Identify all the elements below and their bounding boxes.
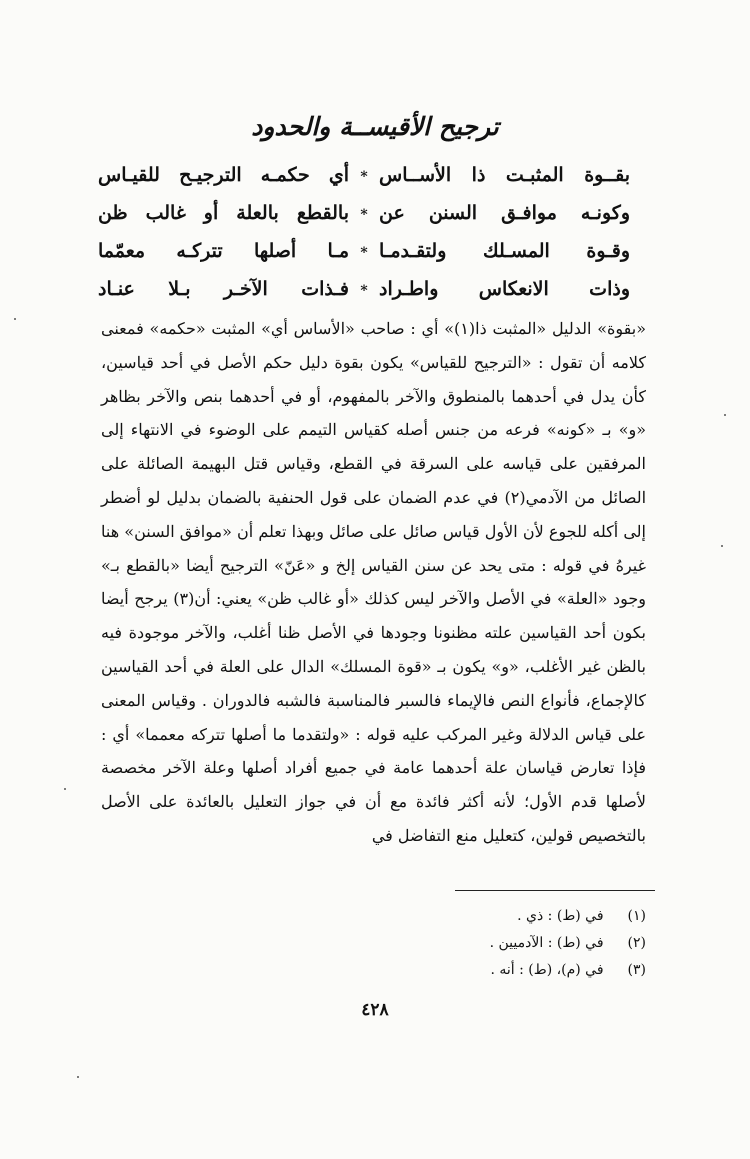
footnote-number: (٣)	[627, 962, 646, 978]
footnotes	[490, 903, 646, 984]
page-number: ٤٢٨	[361, 1000, 389, 1020]
verse-separator-star: *	[360, 245, 368, 261]
footnote-text: في (ط) : الآدميين .	[489, 935, 604, 951]
verse-first-hemistich: وكونـه موافـق السنن عن	[379, 202, 630, 224]
section-title: ترجيح الأقيســة والحدود	[251, 112, 499, 141]
verse-separator-star: *	[360, 283, 368, 299]
scan-speck	[724, 414, 726, 416]
footnote	[490, 903, 646, 930]
verse-second-hemistich: مـا أصلها تتركـه معمّما	[98, 240, 349, 262]
footnote-text: في (م)، (ط) : أنه .	[490, 962, 604, 978]
footnote	[490, 930, 646, 957]
verse-first-hemistich: وقـوة المسـلك ولتقـدمـا	[379, 240, 630, 262]
verse-line	[98, 278, 630, 316]
verse-second-hemistich: بالقطع بالعلة أو غالب ظن	[98, 202, 349, 224]
commentary-text	[101, 312, 646, 853]
verse-line	[98, 240, 630, 278]
verse-first-hemistich: وذات الانعكاس واطـراد	[379, 278, 630, 300]
verse-separator-star: *	[360, 169, 368, 185]
footnote-divider	[455, 890, 655, 891]
verse-line	[98, 202, 630, 240]
footnote-number: (١)	[627, 908, 646, 924]
verse-second-hemistich: أي حكمـه الترجيـح للقيـاس	[98, 164, 349, 186]
footnote	[490, 957, 646, 984]
verse-second-hemistich: فـذات الآخـر بـلا عنـاد	[98, 278, 349, 300]
commentary-paragraph: «بقوة» الدليل «المثبت ذا(١)» أي : صاحب «الأساس أي» المثبت «حكمه» فمعنى كلامه أن تقول : «الترجيح للقياس» يكون بقوة دليل حكم الأصل في أحد قياسين، كأن يدل في أحدهما بالمنطوق والآخر بالمفهوم، أو في أحدهما بنص والآخر بظاهر «و» بـ «كونه» فرعه من جنس أصله كقياس التيمم على الوضوء في الانتهاء إلى المرفقين على قياسه على السرقة في القطع، وقياس قتل البهيمة الصائلة على الصائل من الآدمي(٢) في عدم الضمان على قول الحنفية بالضمان بدليل لو أضطر إلى أكله للجوع لأن الأول قياس صائل على صائل وبهذا تعلم أن «موافق السنن» هنا غيرهُ في قوله : متى يحد عن سنن القياس إلخ و «عَنّ» الترجيح أيضا «بالقطع بـ» وجود «العلة» في الأصل والآخر ليس كذلك «أو غالب ظن» يعني: أن(٣) يرجح أيضا بكون أحد القياسين علته مظنونا وجودها في الأصل ظنا أغلب، والآخر موجودة فيه بالظن غير الأغلب، «و» يكون بـ «قوة المسلك» الدال على العلة في أحد القياسين كالإجماع، فأنواع النص فالإيماء فالسبر فالمناسبة فالشبه فالدوران . وقياس المعنى على قياس الدلالة وغير المركب عليه قوله : «ولتقدما ما أصلها تتركه معمما» أي : فإذا تعارض قياسان علة أحدهما عامة في جميع أفراد أصلها وعلة الآخر مخصصة لأصلها قدم الأول؛ لأنه أكثر فائدة مع أن في جواز التعليل بالعائدة على الأصل بالتخصيص قولين، كتعليل منع التفاضل في	[101, 319, 647, 845]
footnote-text: في (ط) : ذي .	[517, 908, 604, 924]
scan-speck	[14, 318, 16, 320]
verse-first-hemistich: بقــوة المثبـت ذا الأســاس	[379, 164, 630, 186]
scan-speck	[64, 788, 66, 790]
poem-verses	[98, 164, 630, 316]
verse-line	[98, 164, 630, 202]
verse-separator-star: *	[360, 207, 368, 223]
scan-speck	[77, 1076, 79, 1078]
scan-speck	[721, 545, 723, 547]
footnote-number: (٢)	[627, 935, 646, 951]
